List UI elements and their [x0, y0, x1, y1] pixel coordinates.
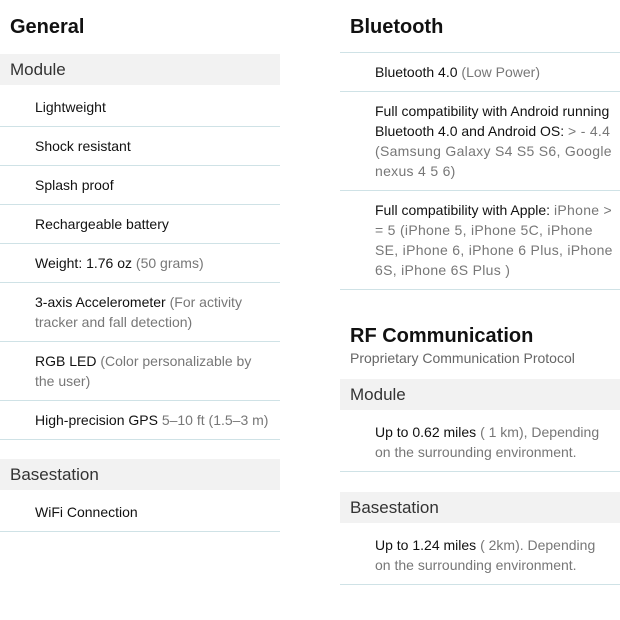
spec-row-android-compat — [340, 92, 620, 191]
module-section-heading: Module — [0, 54, 280, 85]
connectivity-column — [340, 0, 620, 585]
rf-basestation-section-heading: Basestation — [340, 492, 620, 523]
spec-main: Splash proof — [35, 177, 114, 193]
spec-extra: (50 grams) — [135, 255, 204, 271]
basestation-section-heading: Basestation — [0, 459, 280, 490]
spec-main: Lightweight — [35, 99, 106, 115]
spec-main: RGB LED — [35, 353, 97, 369]
spec-extra: ( 1 km), Depending on the surrounding environment. — [375, 424, 600, 460]
spec-main: Up to 1.24 miles — [375, 537, 477, 553]
rf-module-section-heading: Module — [340, 379, 620, 410]
spec-main: Up to 0.62 miles — [375, 424, 477, 440]
spec-extra: (Low Power) — [461, 64, 540, 80]
spec-main: Weight: 1.76 oz — [35, 255, 133, 271]
spec-main: Rechargeable battery — [35, 216, 169, 232]
spec-extra: (For activity tracker and fall detection) — [35, 294, 242, 330]
spec-row-lightweight — [0, 88, 280, 127]
spec-extra: 5–10 ft (1.5–3 m) — [161, 412, 269, 428]
spec-row-shock-resistant — [0, 127, 280, 166]
spec-extra: > - 4.4 (Samsung Galaxy S4 S5 S6, Google nexus 4 5 6) — [375, 123, 612, 179]
spec-row-bluetooth-version — [340, 53, 620, 92]
spec-main: Full compatibility with Android running Bluetooth 4.0 and Android OS: — [375, 103, 610, 139]
spec-main: 3-axis Accelerometer — [35, 294, 166, 310]
general-column — [0, 0, 280, 532]
bluetooth-title: Bluetooth — [350, 16, 444, 38]
spec-main: High-precision GPS — [35, 412, 158, 428]
spec-main: Full compatibility with Apple: — [375, 202, 551, 218]
spec-main: WiFi Connection — [35, 504, 138, 520]
spec-row-battery — [0, 205, 280, 244]
spec-row-module-range — [340, 413, 620, 472]
spec-row-splash-proof — [0, 166, 280, 205]
spec-row-rgb-led — [0, 342, 280, 401]
spec-row-basestation-range — [340, 526, 620, 585]
spec-extra: iPhone > = 5 (iPhone 5, iPhone 5C, iPhone SE, iPhone 6, iPhone 6 Plus, iPhone 6S, iPhone 6S Plus ) — [375, 202, 613, 278]
spec-row-weight — [0, 244, 280, 283]
spec-row-gps — [0, 401, 280, 440]
spec-main: Bluetooth 4.0 — [375, 64, 458, 80]
spec-extra: ( 2km). Depending on the surrounding environment. — [375, 537, 596, 573]
rf-communication-title: RF Communication — [350, 325, 534, 347]
spec-row-accelerometer — [0, 283, 280, 342]
spec-row-wifi — [0, 493, 280, 532]
spec-row-apple-compat — [340, 191, 620, 290]
general-title: General — [10, 16, 85, 38]
rf-subtitle: Proprietary Communication Protocol — [350, 350, 575, 366]
spec-extra: (Color personalizable by the user) — [35, 353, 252, 389]
spec-main: Shock resistant — [35, 138, 131, 154]
